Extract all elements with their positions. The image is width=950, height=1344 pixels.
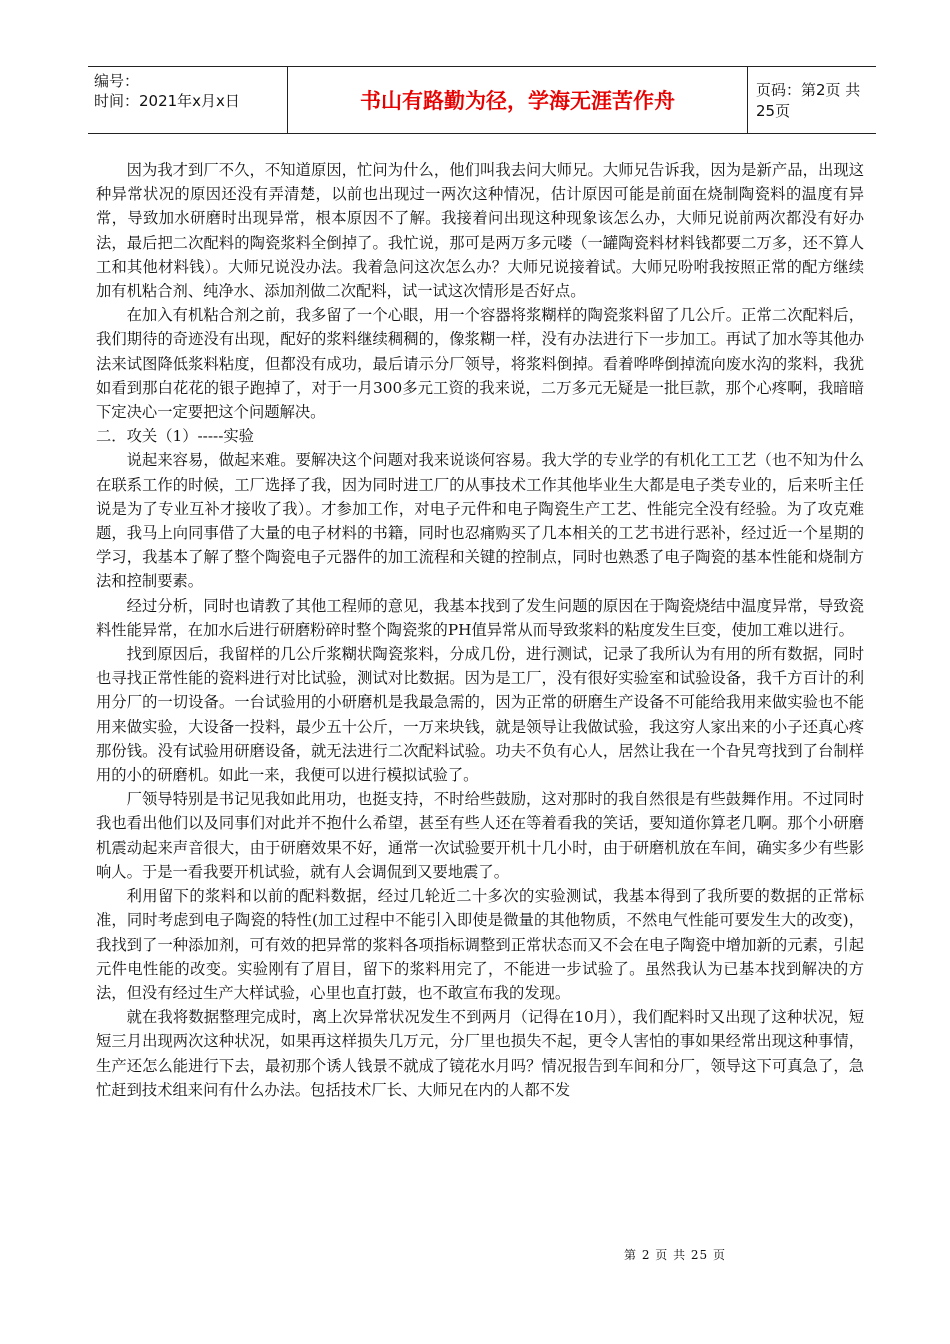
document-time-label: 时间：2021年x月x日 — [94, 92, 240, 110]
header-motto: 书山有路勤为径，学海无涯苦作舟 — [360, 89, 675, 113]
paragraph: 因为我才到厂不久，不知道原因，忙问为什么，他们叫我去问大师兄。大师兄告诉我，因为是新产品，出现这种异常状况的原因还没有弄清楚，以前也出现过一两次这种情况，估计原因可能是前面在烧制陶瓷料的温度有异常，导致加水研磨时出现异常，根本原因不了解。我接着问出现这种现象该怎么办，大师兄说前两次都没有好办法，最后把二次配料的陶瓷浆料全倒掉了。我忙说，那可是两万多元喽（一罐陶瓷料材料钱都要二万多，还不算人工和其他材料钱）。大师兄说没办法。我着急问这次怎么办？大师兄说接着试。大师兄吩咐我按照正常的配方继续加有机粘合剂、纯净水、添加剂做二次配料，试一试这次情形是否好点。 — [96, 161, 864, 301]
header-meta — [88, 67, 288, 133]
page-header — [88, 66, 876, 134]
document-body — [96, 158, 864, 1102]
paragraph: 利用留下的浆料和以前的配料数据，经过几轮近二十多次的实验测试，我基本得到了我所要的数据的正常标准，同时考虑到电子陶瓷的特性(加工过程中不能引入即使是微量的其他物质，不然电气性能可要发生大的改变)，我找到了一种添加剂，可有效的把异常的浆料各项指标调整到正常状态而又不会在电子陶瓷中增加新的元素，引起元件电性能的改变。实验刚有了眉目，留下的浆料用完了，不能进一步试验了。虽然我认为已基本找到解决的方法，但没有经过生产大样试验，心里也直打鼓，也不敢宣布我的发现。 — [96, 887, 864, 1002]
paragraph: 说起来容易，做起来难。要解决这个问题对我来说谈何容易。我大学的专业学的有机化工工艺（也不知为什么在联系工作的时候，工厂选择了我，因为同时进工厂的从事技术工作其他毕业生大都是电子类专业的，后来听主任说是为了专业互补才接收了我）。才参加工作，对电子元件和电子陶瓷生产工艺、性能完全没有经验。为了攻克难题，我马上向同事借了大量的电子材料的书籍，同时也忍痛购买了几本相关的工艺书进行恶补，经过近一个星期的学习，我基本了解了整个陶瓷电子元器件的加工流程和关键的控制点，同时也熟悉了电子陶瓷的基本性能和烧制方法和控制要素。 — [96, 451, 864, 591]
header-motto-cell — [288, 67, 748, 133]
section-heading: 二．攻关（1）-----实验 — [96, 427, 254, 446]
document-number-label: 编号： — [94, 72, 140, 90]
paragraph: 就在我将数据整理完成时，离上次异常状况发生不到两月（记得在10月），我们配料时又出现了这种状况，短短三月出现两次这种状况，如果再这样损失几万元，分厂里也损失不起，更令人害怕的事如果经常出现这种事情，生产还怎么能进行下去，最初那个诱人钱景不就成了镜花水月吗？情况报告到车间和分厂，领导这下可真急了，急忙赶到技术组来问有什么办法。包括技术厂长、大师兄在内的人都不发 — [96, 1008, 864, 1099]
paragraph: 找到原因后，我留样的几公斤浆糊状陶瓷浆料，分成几份，进行测试，记录了我所认为有用的所有数据，同时也寻找正常性能的瓷料进行对比试验，测试对比数据。因为是工厂，没有很好实验室和试验设备，我千方百计的利用分厂的一切设备。一台试验用的小研磨机是我最急需的，因为正常的研磨生产设备不可能给我用来做实验也不能用来做实验，大设备一投料，最少五十公斤，一万来块钱，就是领导让我做试验，我这穷人家出来的小子还真心疼那份钱。没有试验用研磨设备，就无法进行二次配料试验。功夫不负有心人，居然让我在一个旮旯弯找到了台制样用的小的研磨机。如此一来，我便可以进行模拟试验了。 — [96, 645, 864, 785]
paragraph: 厂领导特别是书记见我如此用功，也挺支持，不时给些鼓励，这对那时的我自然很是有些鼓舞作用。不过同时我也看出他们以及同事们对此并不抱什么希望，甚至有些人还在等着看我的笑话，要知道你算老几啊。那个小研磨机震动起来声音很大，由于研磨效果不好，通常一次试验要开机十几小时，由于研磨机放在车间，确实多少有些影响人。于是一看我要开机试验，就有人会调侃到又要地震了。 — [96, 790, 864, 881]
header-page-number: 页码：第2页 共25页 — [756, 81, 861, 120]
page-footer: 第 2 页 共 25 页 — [624, 1248, 726, 1262]
paragraph: 经过分析，同时也请教了其他工程师的意见，我基本找到了发生问题的原因在于陶瓷烧结中温度异常，导致瓷料性能异常，在加水后进行研磨粉碎时整个陶瓷浆的PH值异常从而导致浆料的粘度发生巨变，使加工难以进行。 — [96, 596, 864, 639]
header-page-cell — [748, 67, 876, 133]
paragraph: 在加入有机粘合剂之前，我多留了一个心眼，用一个容器将浆糊样的陶瓷浆料留了几公斤。正常二次配料后，我们期待的奇迹没有出现，配好的浆料继续稠稠的，像浆糊一样，没有办法进行下一步加工。再试了加水等其他办法来试图降低浆料粘度，但都没有成功，最后请示分厂领导，将浆料倒掉。看着哗哗倒掉流向废水沟的浆料，我犹如看到那白花花的银子跑掉了，对于一月300多元工资的我来说，二万多元无疑是一批巨款，那个心疼啊，我暗暗下定决心一定要把这个问题解决。 — [96, 306, 864, 422]
